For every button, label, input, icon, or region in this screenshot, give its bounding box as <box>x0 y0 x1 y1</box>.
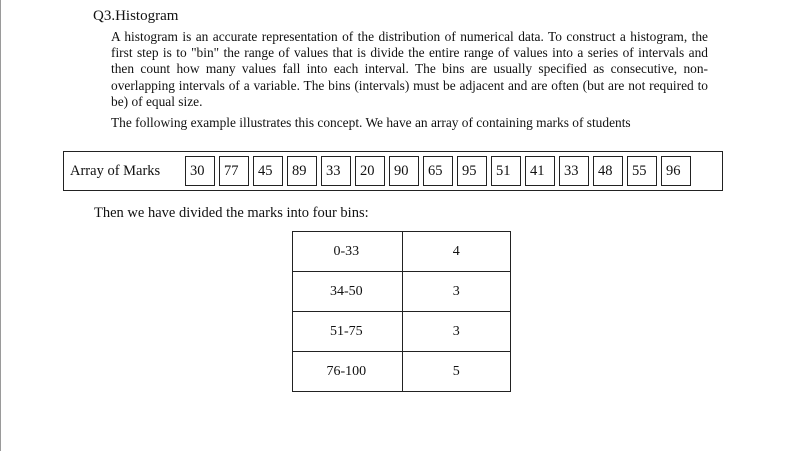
mark-cell: 41 <box>525 156 555 186</box>
bin-count-cell: 3 <box>402 312 510 352</box>
question-title: Q3.Histogram <box>93 8 179 24</box>
mark-cell: 30 <box>185 156 215 186</box>
bin-count-cell: 5 <box>402 352 510 392</box>
bin-range-cell: 51-75 <box>293 312 403 352</box>
bin-range-cell: 0-33 <box>293 232 403 272</box>
mark-cell: 55 <box>627 156 657 186</box>
bin-range-cell: 34-50 <box>293 272 403 312</box>
table-row <box>293 272 511 312</box>
example-intro-text: The following example illustrates this concept. We have an array of containing marks of students <box>111 115 631 130</box>
bin-count-cell: 4 <box>402 232 510 272</box>
mark-cell: 95 <box>457 156 487 186</box>
bin-range-cell: 76-100 <box>293 352 403 392</box>
mark-cell: 51 <box>491 156 521 186</box>
table-row <box>293 232 511 272</box>
bin-count-cell: 3 <box>402 272 510 312</box>
mark-cell: 77 <box>219 156 249 186</box>
question-paragraph: A histogram is an accurate representation of the distribution of numerical data. To construct a histogram, the first step is to "bin" the range of values that is divide the entire range of values into a series of intervals and then count how many values fall into each interval. The bins are usually specified as consecutive, non-overlapping intervals of a variable. The bins (intervals) must be adjacent and are often (but are not required to be) of equal size. <box>111 29 708 109</box>
bins-intro-text: Then we have divided the marks into four bins: <box>94 205 369 221</box>
table-row <box>293 312 511 352</box>
mark-cell: 20 <box>355 156 385 186</box>
mark-cell: 90 <box>389 156 419 186</box>
mark-cell: 89 <box>287 156 317 186</box>
mark-cell: 33 <box>559 156 589 186</box>
mark-cell: 96 <box>661 156 691 186</box>
mark-cell: 65 <box>423 156 453 186</box>
mark-cell: 48 <box>593 156 623 186</box>
marks-array-table <box>63 151 723 191</box>
bins-table <box>292 231 511 392</box>
mark-cell: 45 <box>253 156 283 186</box>
table-row <box>293 352 511 392</box>
mark-cell: 33 <box>321 156 351 186</box>
marks-array-label: Array of Marks <box>70 162 161 179</box>
page-left-border <box>0 0 1 451</box>
